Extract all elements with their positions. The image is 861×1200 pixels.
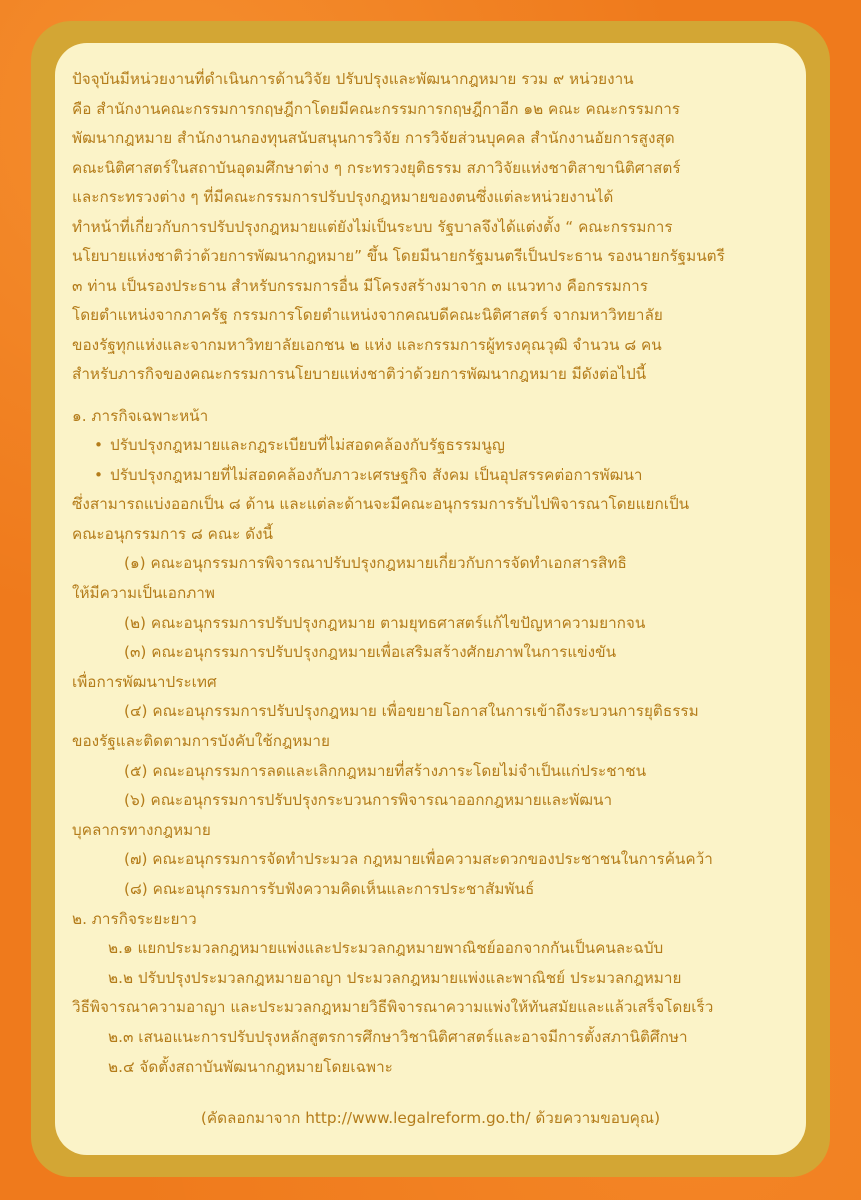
content-panel — [55, 43, 806, 1155]
intro-paragraph — [72, 65, 786, 390]
mission-list — [72, 402, 786, 1083]
subcommittee-item: (๔) คณะอนุกรรมการปรับปรุงกฎหมาย เพื่อขยายโอกาสในการเข้าถึงระบวนการยุติธรรม — [124, 702, 699, 721]
bullet-text: ปรับปรุงกฎหมายที่ไม่สอดคล้องกับภาวะเศรษฐกิจ สังคม เป็นอุปสรรคต่อการพัฒนา — [110, 465, 643, 484]
intro-line: ของรัฐทุกแห่งและจากมหาวิทยาลัยเอกชน ๒ แห่ง และกรรมการผู้ทรงคุณวุฒิ จำนวน ๘ คน — [72, 335, 662, 354]
intro-line: ๓ ท่าน เป็นรองประธาน สำหรับกรรมการอื่น มีโครงสร้างมาจาก ๓ แนวทาง คือกรรมการ — [72, 276, 648, 295]
longterm-item: ๒.๓ เสนอแนะการปรับปรุงหลักสูตรการศึกษาวิชานิติศาสตร์และอาจมีการตั้งสภานิติศึกษา — [108, 1027, 688, 1046]
bullet-continuation: ซึ่งสามารถแบ่งออกเป็น ๘ ด้าน และแต่ละด้านจะมีคณะอนุกรรมการรับไปพิจารณาโดยแยกเป็น — [72, 495, 690, 514]
intro-line: สำหรับภารกิจของคณะกรรมการนโยบายแห่งชาติว่าด้วยการพัฒนากฎหมาย มีดังต่อไปนี้ — [72, 365, 647, 383]
bullet-icon: • — [94, 465, 104, 484]
bullet-text: ปรับปรุงกฎหมายและกฎระเบียบที่ไม่สอดคล้องกับรัฐธรรมนูญ — [110, 436, 505, 455]
intro-line: ทำหน้าที่เกี่ยวกับการปรับปรุงกฎหมายแต่ยังไม่เป็นระบบ รัฐบาลจึงได้แต่งตั้ง “ คณะกรรมการ — [72, 217, 673, 236]
intro-line: คือ สำนักงานคณะกรรมการกฤษฎีกาโดยมีคณะกรรมการกฤษฎีกาอีก ๑๒ คณะ คณะกรรมการ — [72, 99, 681, 118]
bullet-continuation: คณะอนุกรรมการ ๘ คณะ ดังนี้ — [72, 524, 274, 543]
intro-line: และกระทรวงต่าง ๆ ที่มีคณะกรรมการปรับปรุงกฎหมายของตนซึ่งแต่ละหน่วยงานได้ — [72, 188, 614, 206]
subcommittee-continuation: ของรัฐและติดตามการบังคับใช้กฎหมาย — [72, 732, 330, 751]
bullet-icon: • — [94, 436, 104, 455]
bullet-item — [72, 461, 786, 491]
longterm-item: ๒.๑ แยกประมวลกฎหมายแพ่งและประมวลกฎหมายพาณิชย์ออกจากกันเป็นคนละฉบับ — [108, 939, 664, 958]
section1-heading: ๑. ภารกิจเฉพาะหน้า — [72, 406, 209, 425]
subcommittee-continuation: ให้มีความเป็นเอกภาพ — [72, 584, 215, 603]
intro-line: นโยบายแห่งชาติว่าด้วยการพัฒนากฎหมาย” ขึ้น โดยมีนายกรัฐมนตรีเป็นประธาน รองนายกรัฐมนตรี — [72, 247, 725, 265]
subcommittee-item: (๖) คณะอนุกรรมการปรับปรุงกระบวนการพิจารณาออกกฎหมายและพัฒนา — [124, 791, 613, 810]
source-credit: (คัดลอกมาจาก http://www.legalreform.go.th/ ด้วยความขอบคุณ) — [200, 1109, 661, 1127]
subcommittee-item: (๗) คณะอนุกรรมการจัดทำประมวล กฎหมายเพื่อความสะดวกของประชาชนในการค้นคว้า — [124, 850, 713, 869]
subcommittee-item: (๕) คณะอนุกรรมการลดและเลิกกฎหมายที่สร้างภาระโดยไม่จำเป็นแก่ประชาชน — [124, 761, 647, 780]
longterm-item: ๒.๒ ปรับปรุงประมวลกฎหมายอาญา ประมวลกฎหมายแพ่งและพาณิชย์ ประมวลกฎหมาย — [108, 968, 682, 987]
longterm-continuation: วิธีพิจารณาความอาญา และประมวลกฎหมายวิธีพิจารณาความแพ่งให้ทันสมัยและแล้วเสร็จโดยเร็ว — [72, 998, 714, 1017]
intro-line: ปัจจุบันมีหน่วยงานที่ดำเนินการด้านวิจัย ปรับปรุงและพัฒนากฎหมาย รวม ๙ หน่วยงาน — [72, 70, 634, 88]
section2-heading: ๒. ภารกิจระยะยาว — [72, 909, 197, 928]
bullet-item — [72, 431, 786, 461]
intro-line: โดยตำแหน่งจากภาครัฐ กรรมการโดยตำแหน่งจากคณบดีคณะนิติศาสตร์ จากมหาวิทยาลัย — [72, 306, 663, 324]
intro-line: คณะนิติศาสตร์ในสถาบันอุดมศึกษาต่าง ๆ กระทรวงยุติธรรม สภาวิจัยแห่งชาติสาขานิติศาสตร์ — [72, 158, 681, 177]
subcommittee-item: (๑) คณะอนุกรรมการพิจารณาปรับปรุงกฎหมายเกี่ยวกับการจัดทำเอกสารสิทธิ — [124, 554, 627, 573]
subcommittee-continuation: เพื่อการพัฒนาประเทศ — [72, 672, 217, 691]
subcommittee-item: (๓) คณะอนุกรรมการปรับปรุงกฎหมายเพื่อเสริมสร้างศักยภาพในการแข่งขัน — [124, 643, 617, 662]
subcommittee-continuation: บุคลากรทางกฎหมาย — [72, 820, 211, 839]
intro-line: พัฒนากฎหมาย สำนักงานกองทุนสนับสนุนการวิจัย การวิจัยส่วนบุคคล สำนักงานอัยการสูงสุด — [72, 129, 675, 147]
subcommittee-item: (๒) คณะอนุกรรมการปรับปรุงกฎหมาย ตามยุทธศาสตร์แก้ไขปัญหาความยากจน — [124, 613, 646, 632]
subcommittee-item: (๘) คณะอนุกรรมการรับฟังความคิดเห็นและการประชาสัมพันธ์ — [124, 880, 535, 898]
longterm-item: ๒.๔ จัดตั้งสถาบันพัฒนากฎหมายโดยเฉพาะ — [108, 1057, 393, 1076]
